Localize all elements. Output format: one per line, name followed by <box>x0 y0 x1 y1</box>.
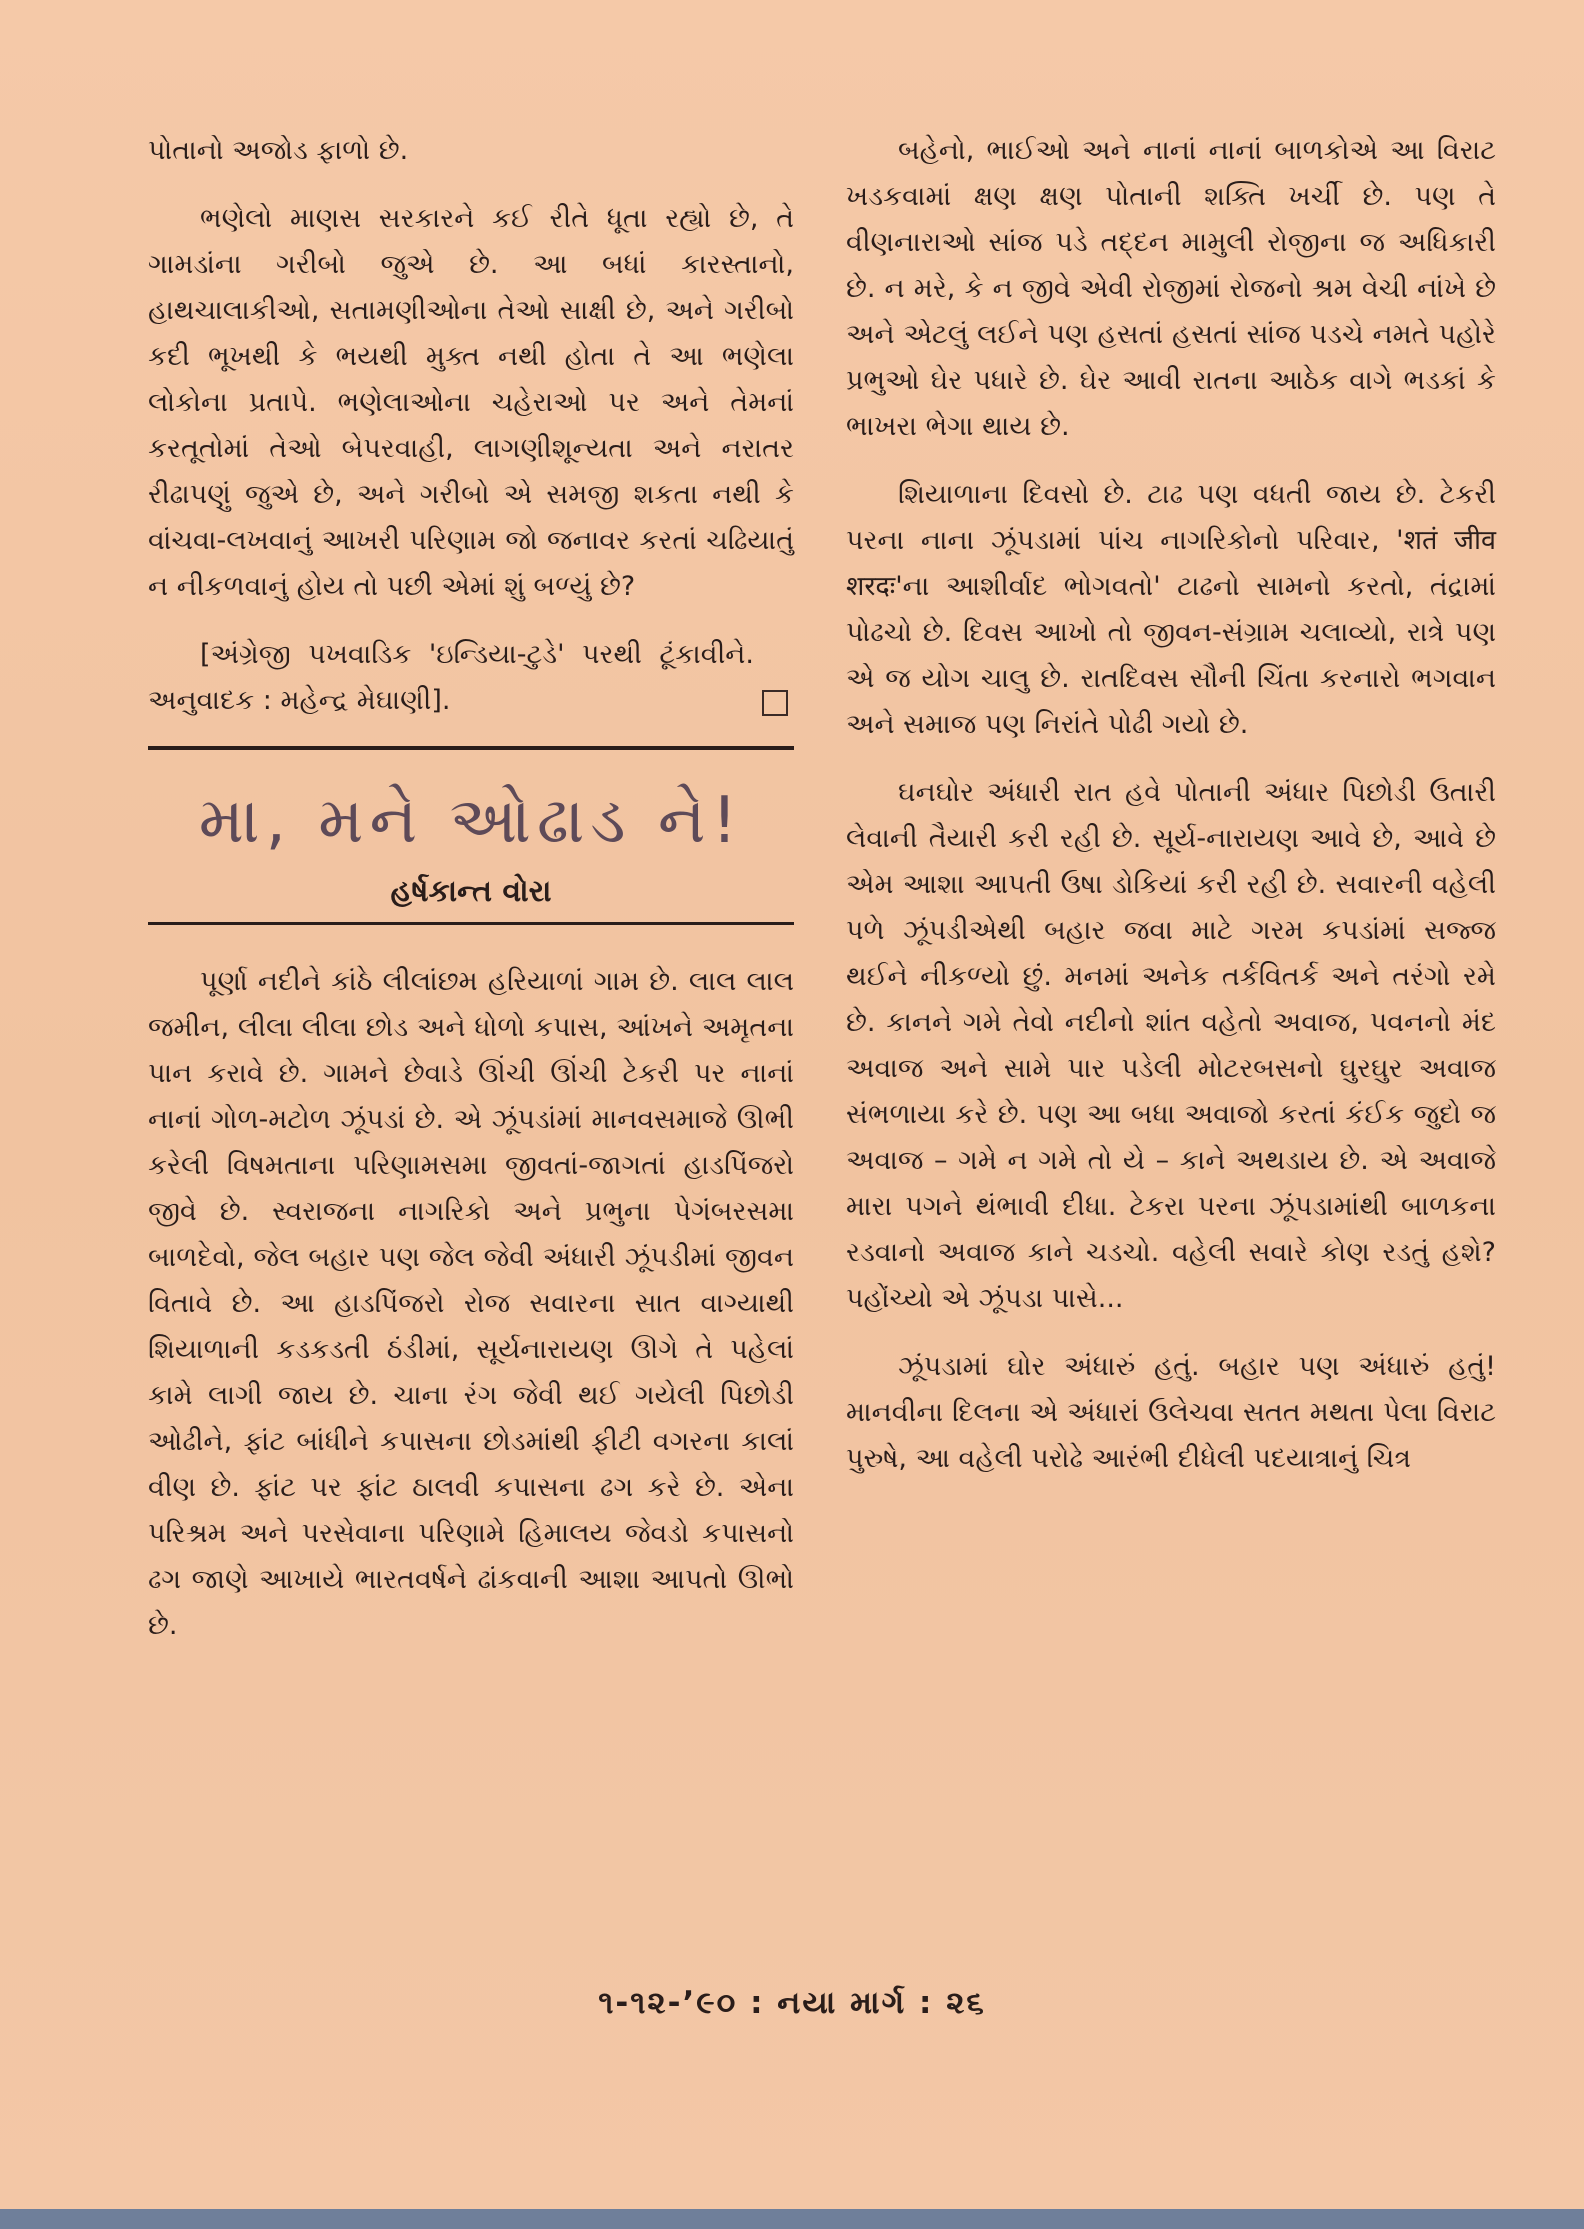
continued-paragraph: પોતાનો અજોડ ફાળો છે. <box>148 135 409 166</box>
page-footer: ૧-૧૨-’૯૦ : નયા માર્ગ : ૨૬ <box>598 1985 986 2021</box>
body-paragraph: ભણેલો માણસ સરકારને કઈ રીતે ધૂતા રહ્યો છે, તે ગામડાંના ગરીબો જુએ છે. આ બધાં કારસ્તાનો, હાથચાલાકીઓ, સતામણીઓના તેઓ સાક્ષી છે, અને ગરીબો કદી ભૂખથી કે ભયથી મુક્ત નથી હોતા તે આ ભણેલા લોકોના પ્રતાપે. ભણેલાઓના ચહેરાઓ પર અને તેમનાં કરતૂતોમાં તેઓ બેપરવાહી, લાગણીશૂન્યતા અને નરાતર રીઢાપણું જુએ છે, અને ગરીબો એ સમજી શકતા નથી કે વાંચવા-લખવાનું આખરી પરિણામ જો જનાવર કરતાં ચઢિયાતું ન નીકળવાનું હોય તો પછી એમાં શું બળ્યું છે? <box>148 203 794 602</box>
article-paragraph: પૂર્ણા નદીને કાંઠે લીલાંછમ હરિયાળાં ગામ છે. લાલ લાલ જમીન, લીલા લીલા છોડ અને ધોળો કપાસ, આંખને અમૃતના પાન કરાવે છે. ગામને છેવાડે ઊંચી ઊંચી ટેકરી પર નાનાં નાનાં ગોળ-મટોળ ઝૂંપડાં છે. એ ઝૂંપડાંમાં માનવસમાજે ઊભી કરેલી વિષમતાના પરિણામસમા જીવતાં-જાગતાં હાડપિંજરો જીવે છે. સ્વરાજના નાગરિકો અને પ્રભુના પેગંબરસમા બાળદેવો, જેલ બહાર પણ જેલ જેવી અંધારી ઝૂંપડીમાં જીવન વિતાવે છે. આ હાડપિંજરો રોજ સવારના સાત વાગ્યાથી શિયાળાની કડકડતી ઠંડીમાં, સૂર્યનારાયણ ઊગે તે પહેલાં કામે લાગી જાય છે. ચાના રંગ જેવી થઈ ગયેલી પિછોડી ઓઢીને, ફાંટ બાંધીને કપાસના છોડમાંથી ફીટી વગરના કાલાં વીણ છે. ફાંટ પર ફાંટ ઠાલવી કપાસના ઢગ કરે છે. એના પરિશ્રમ અને પરસેવાના પરિણામે હિમાલય જેવડો કપાસનો ઢગ જાણે આખાયે ભારતવર્ષને ઢાંકવાની આશા આપતો ઊભો છે. <box>148 966 794 1641</box>
article-paragraph: ઘનઘોર અંધારી રાત હવે પોતાની અંધાર પિછોડી ઉતારી લેવાની તૈયારી કરી રહી છે. સૂર્ય-નારાયણ આવે છે, આવે છે એમ આશા આપતી ઉષા ડોકિયાં કરી રહી છે. સવારની વહેલી પળે ઝૂંપડીએથી બહાર જવા માટે ગરમ કપડાંમાં સજ્જ થઈને નીકળ્યો છું. મનમાં અનેક તર્કવિતર્ક અને તરંગો રમે છે. કાનને ગમે તેવો નદીનો શાંત વહેતો અવાજ, પવનનો મંદ અવાજ અને સામે પાર પડેલી મોટરબસનો ઘુરઘુર અવાજ સંભળાયા કરે છે. પણ આ બધા અવાજો કરતાં કંઈક જુદો જ અવાજ – ગમે ન ગમે તો યે – કાને અથડાય છે. એ અવાજે મારા પગને થંભાવી દીધા. ટેકરા પરના ઝૂંપડામાંથી બાળકના રડવાનો અવાજ કાને ચડચો. વહેલી સવારે કોણ રડતું હશે? પહોંચ્યો એ ઝૂંપડા પાસે... <box>846 777 1496 1314</box>
scan-edge <box>0 2209 1584 2229</box>
article-paragraph: શિયાળાના દિવસો છે. ટાઢ પણ વધતી જાય છે. ટેકરી પરના નાના ઝૂંપડામાં પાંચ નાગરિકોનો પરિવાર, 'शतं जीव शरदः'ના આશીર્વાદ ભોગવતો' ટાઢનો સામનો કરતો, તંદ્રામાં પોઢચો છે. દિવસ આખો તો જીવન-સંગ્રામ ચલાવ્યો, રાત્રે પણ એ જ યોગ ચાલુ છે. રાતદિવસ સૌની ચિંતા કરનારો ભગવાન અને સમાજ પણ નિરાંતે પોઢી ગયો છે. <box>846 479 1496 740</box>
end-mark-icon <box>762 690 788 716</box>
article-title: મા, મને ઓઢાડ ને! <box>198 784 744 858</box>
translation-credit <box>148 632 794 724</box>
left-column <box>148 128 794 1671</box>
article-paragraph: બહેનો, ભાઈઓ અને નાનાં નાનાં બાળકોએ આ વિરાટ ખડકવામાં ક્ષણ ક્ષણ પોતાની શક્તિ ખર્ચી છે. પણ તે વીણનારાઓ સાંજ પડે તદ્દન મામુલી રોજીના જ અધિકારી છે. ન મરે, કે ન જીવે એવી રોજીમાં રોજનો શ્રમ વેચી નાંખે છે અને એટલું લઈને પણ હસતાં હસતાં સાંજ પડચે નમતે પહોરે પ્રભુઓ ઘેર પધારે છે. ઘેર આવી રાતના આઠેક વાગે ભડકાં કે ભાખરા ભેગા થાય છે. <box>846 135 1496 442</box>
section-divider <box>148 746 794 750</box>
credit-text: [અંગ્રેજી પખવાડિક 'ઇન્ડિયા-ટુડે' પરથી ટૂંકાવીને. અનુવાદક : મહેન્દ્ર મેઘાણી]. <box>148 639 754 716</box>
article-author: હર્ષકાન્ત વોરા <box>390 874 552 909</box>
article-paragraph: ઝૂંપડામાં ઘોર અંધારું હતું. બહાર પણ અંધારું હતું! માનવીના દિલના એ અંધારાં ઉલેચવા સતત મથતા પેલા વિરાટ પુરુષે, આ વહેલી પરોઢે આરંભી દીધેલી પદયાત્રાનું ચિત્ર <box>846 1351 1496 1474</box>
right-column <box>846 128 1496 1504</box>
